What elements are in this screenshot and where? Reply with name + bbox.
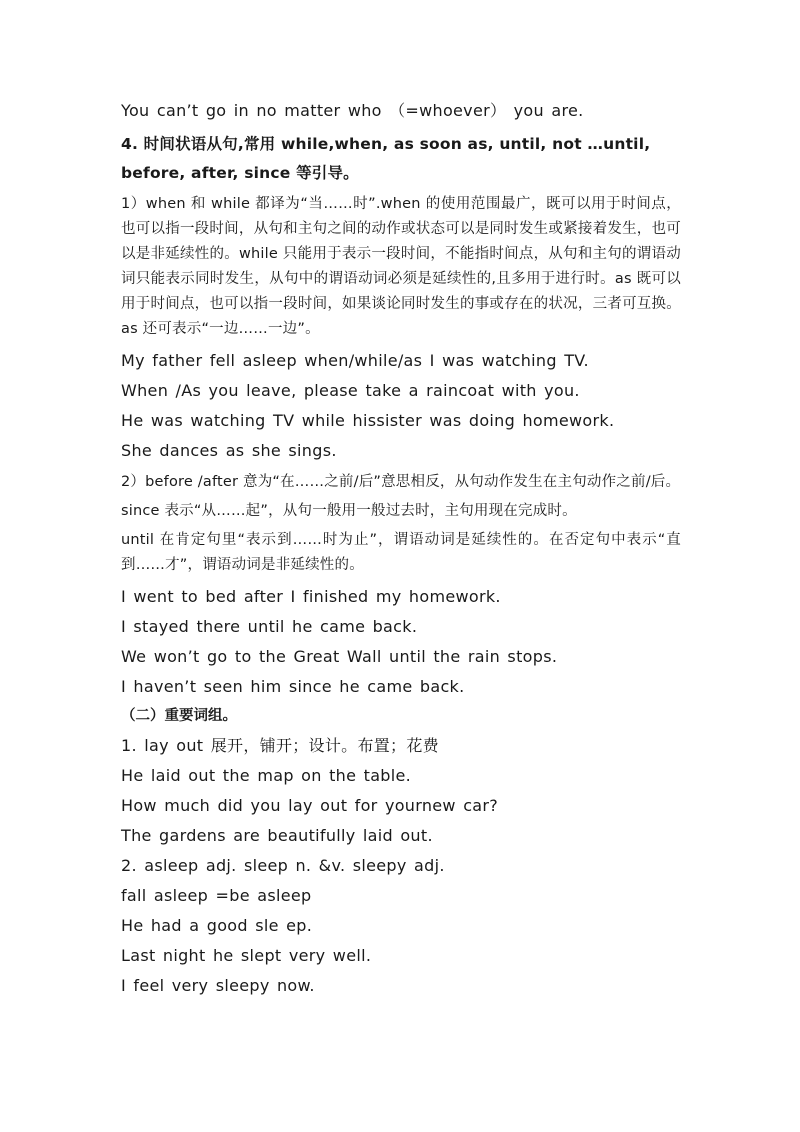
document-page (121, 96, 681, 1001)
section-heading-phrases: （二）重要词组。 (121, 708, 237, 724)
example-sentence: He was watching TV while hissister was doing homework. (121, 411, 615, 430)
example-sentence: The gardens are beautifully laid out. (121, 826, 433, 845)
example-sentence: She dances as she sings. (121, 441, 337, 460)
example-sentence: When /As you leave, please take a raincoat with you. (121, 381, 580, 400)
explanation-since: since 表示“从……起”，从句一般用一般过去时，主句用现在完成时。 (121, 503, 577, 519)
example-sentence: How much did you lay out for yournew car? (121, 796, 499, 815)
example-sentence: I feel very sleepy now. (121, 976, 315, 995)
example-sentence: Last night he slept very well. (121, 946, 372, 965)
example-sentence: I stayed there until he came back. (121, 617, 418, 636)
section-heading-adverbial-clause-of-time: 4. 时间状语从句,常用 while,when, as soon as, until, not …until, before, after, since 等引导。 (121, 135, 651, 182)
explanation-until: until 在肯定句里“表示到……时为止”，谓语动词是延续性的。在否定句中表示“直到……才”，谓语动词是非延续性的。 (121, 532, 681, 573)
explanation-before-after: 2）before /after 意为“在……之前/后”意思相反，从句动作发生在主句动作之前/后。 (121, 474, 681, 490)
example-sentence: I went to bed after I finished my homework. (121, 587, 501, 606)
example-sentence: We won’t go to the Great Wall until the rain stops. (121, 647, 558, 666)
explanation-when-while-as: 1）when 和 while 都译为“当……时”.when 的使用范围最广，既可以用于时间点，也可以指一段时间，从句和主句之间的动作或状态可以是同时发生或紧接着发生，也可以是非延续性的。while 只能用于表示一段时间，不能指时间点，从句和主句的谓语动词只能表示同时发生，从句中的谓语动词必须是延续性的,且多用于进行时。as 既可以用于时间点，也可以指一段时间，如果谈论同时发生的事或存在的状况，三者可互换。as 还可表示“一边……一边”。 (121, 196, 681, 337)
example-sentence: I haven’t seen him since he came back. (121, 677, 465, 696)
example-sentence: My father fell asleep when/while/as I was watching TV. (121, 351, 589, 370)
example-sentence: You can’t go in no matter who （=whoever） you are. (121, 101, 584, 120)
example-sentence: He laid out the map on the table. (121, 766, 412, 785)
example-sentence: fall asleep =be asleep (121, 886, 312, 905)
phrase-item-lay-out: 1. lay out 展开，铺开；设计。布置；花费 (121, 736, 439, 755)
phrase-item-asleep: 2. asleep adj. sleep n. &v. sleepy adj. (121, 856, 445, 875)
example-sentence: He had a good sle ep. (121, 916, 313, 935)
